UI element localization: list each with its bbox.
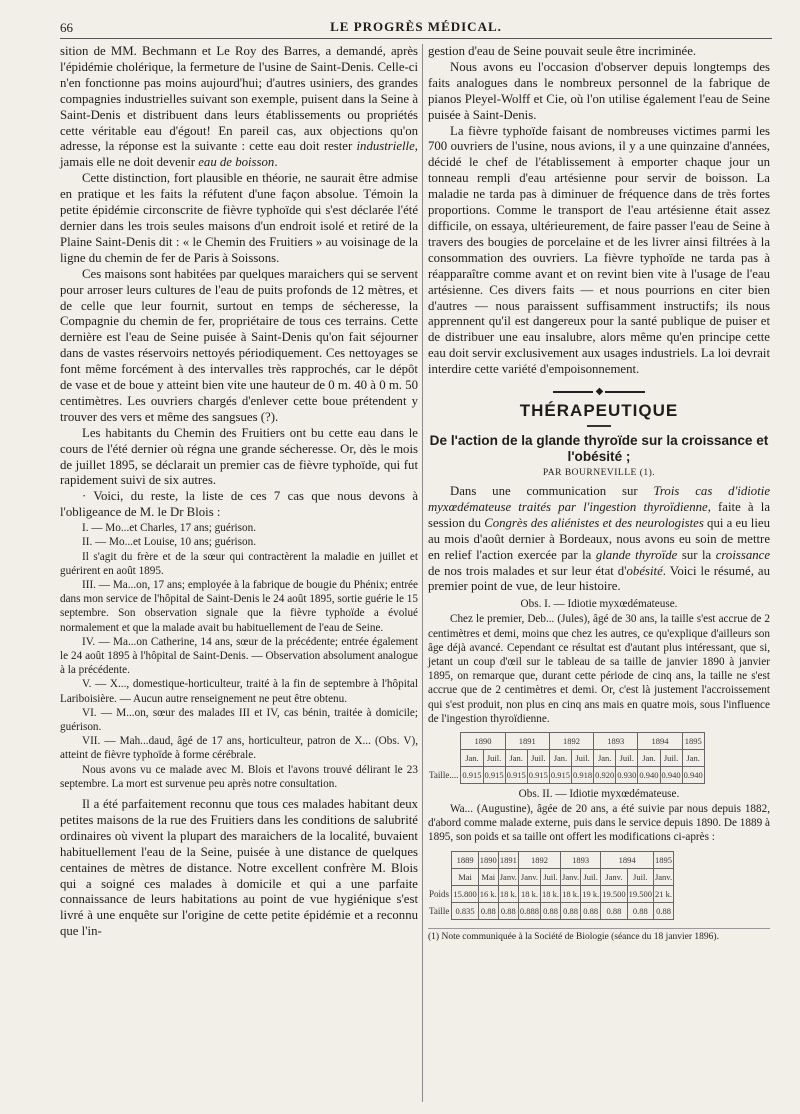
month-cell: Jan. [461,750,483,767]
value-cell: 0.835 [452,902,478,919]
month-cell: Juil. [616,750,638,767]
running-header [60,18,772,39]
year-cell: 1891 [505,733,549,750]
row-label: Poids [429,888,450,899]
paragraph: gestion d'eau de Seine pouvait seule être incriminée. [428,44,697,58]
year-cell: 1893 [594,733,638,750]
value-cell: 18 k. [561,885,581,902]
month-cell: Jan. [682,750,704,767]
value-cell: 0.940 [638,767,660,784]
case-item: VI. — M...on, sœur des malades III et IV, cas bénin, traitée à domicile; guérison. [60,706,418,734]
right-column [428,44,770,942]
page-number: 66 [60,20,73,35]
section-title: THÉRAPEUTIQUE [519,401,679,421]
year-cell: 1891 [498,851,518,868]
value-cell: 0.88 [561,902,581,919]
month-cell: Mai [478,868,498,885]
year-cell: 1890 [478,851,498,868]
value-cell: 0.915 [527,767,549,784]
month-cell: Juil. [483,750,505,767]
value-cell: 0.88 [498,902,518,919]
paragraph: Ces maisons sont habitées par quelques maraichers qui se servent pour arroser leurs cultures de l'eau de puits profonds de 12 mètres, et de celle que leur fournit, surtout en temps de sécheresse, la Compagnie du chemin de fer, propriétaire de tous ces terrains. Cette dernière est l'eau de Seine puisée à Saint-Denis qu'on fait séjourner dans de vastes réservoirs nettoyés périodiquement. Ces nettoyages se font même forcément à des intervalles très rapprochés, car le dépôt de vase et de boue y atteint bien vite une hauteur de 0 m. 40 à 0 m. 50 centimètres. Les ouvriers chargés d'enlever cette boue prétendent y trouver des vers et même des sangsues (?). [60,266,418,424]
year-cell: 1895 [653,851,673,868]
value-cell: 19 k. [581,885,601,902]
month-cell: Jan. [638,750,660,767]
year-cell: 1890 [461,733,505,750]
month-cell: Janv. [518,868,540,885]
value-cell: 0.940 [660,767,682,784]
month-cell: Juil. [660,750,682,767]
paragraph: Nous avons eu l'occasion d'observer depuis longtemps des faits analogues dans le nombreux personnel de la fabrique de pianos Pleyel-Wolff et Cie, où l'on utilise également l'eau de Seine puisée à Saint-Denis. [428,59,770,122]
value-cell: 16 k. [478,885,498,902]
value-cell: 19.500 [601,885,627,902]
paragraph: · Voici, du reste, la liste de ces 7 cas que nous devons à l'obligeance de M. le Dr Blois : [60,489,418,520]
value-cell: 0.88 [541,902,561,919]
year-cell: 1889 [452,851,478,868]
case-list [60,521,418,791]
article-title: De l'action de la glande thyroïde sur la croissance et l'obésité ; [429,433,769,465]
case-note: Il s'agit du frère et de la sœur qui contractèrent la maladie en juillet et guérirent en août 1895. [60,550,418,577]
case-item: III. — Ma...on, 17 ans; employée à la fabrique de bougie du Phénix; entrée dans mon service de l'hôpital de Saint-Denis le 24 août 1895, sortie guérie le 15 septembre. Son observation signale que la fièvre typhoïde a évolué normalement et que la malade avait bu habituellement de l'eau de Seine. [60,579,418,634]
weight-height-table [428,851,674,920]
value-cell: 0.88 [627,902,653,919]
title-rule [587,425,611,427]
left-column [60,44,418,940]
footnote: (1) Note communiquée à la Société de Biologie (séance du 18 janvier 1896). [428,928,770,942]
year-cell: 1893 [561,851,601,868]
case-note: Nous avons vu ce malade avec M. Blois et l'avons trouvé délirant le 23 septembre. La mort est survenue peu après notre consultation. [60,763,418,790]
observation-heading: Obs. II. — Idiotie myxœdémateuse. [518,788,680,800]
height-table-1 [428,732,705,784]
value-cell: 0.915 [505,767,527,784]
byline: PAR BOURNEVILLE (1). [542,468,656,479]
value-cell: 18 k. [498,885,518,902]
row-label: Taille.... [429,770,459,780]
journal-title: LE PROGRÈS MÉDICAL. [330,19,502,34]
value-cell: 0.915 [549,767,571,784]
section-ornament: ◆ [428,386,770,397]
value-cell: 0.920 [594,767,616,784]
year-cell: 1894 [638,733,682,750]
observation-text: Chez le premier, Deb... (Jules), âgé de 30 ans, la taille s'est accrue de 2 centimètres et demi, moins que chez les autres, ce qu'explique d'ailleurs son âge déjà avancé. Cependant ce résultat est d'autant plus intéressant, que si, jetant un coup d'œil sur le tableau de sa taille de janvier 1890 à janvier 1895, on remarque que, durant cette période de cinq ans, la taille ne s'est accrue que de 2 centimètres et demi. Or, c'est là justement l'accroissement qui s'est produit, non plus en cinq ans mais en quatre mois, sous l'influence de l'ingestion thyroïdienne. [428,613,770,725]
month-cell: Juil. [581,868,601,885]
column-divider [422,44,423,1102]
paragraph: Dans une communication sur Trois cas d'idiotie myxœdémateuse traités par l'ingestion thyroïdienne, faite à la session du Congrès des aliénistes et des neurologistes qui a eu lieu au mois d'août dernier à Bordeaux, nous avons eu soin de mettre en relief l'action exercée par la glande thyroïde sur la croissance de nos trois malades et sur leur état d'obésité. Voici le résumé, au premier point de vue, de leur histoire. [428,484,771,594]
case-item: I. — Mo...et Charles, 17 ans; guérison. [82,522,257,535]
value-cell: 0.915 [483,767,505,784]
month-cell: Janv. [498,868,518,885]
month-cell: Janv. [601,868,627,885]
month-cell: Jan. [505,750,527,767]
month-cell: Juil. [527,750,549,767]
value-cell: 0.915 [461,767,483,784]
month-cell: Janv. [653,868,673,885]
case-item: II. — Mo...et Louise, 10 ans; guérison. [82,536,257,549]
value-cell: 0.888 [518,902,540,919]
paragraph: Cette distinction, fort plausible en théorie, ne saurait être admise en pratique et les faits la réfutent d'une façon absolue. Témoin la petite épidémie circonscrite de fièvre typhoïde qui s'est déclarée l'été dernier dans les trois seules maisons d'un endroit isolé et retiré de la Plaine Saint-Denis dit : « le Chemin des Fruitiers » au voisinage de la ligne du chemin de fer de Paris à Soissons. [60,171,418,265]
value-cell: 18 k. [541,885,561,902]
observation-heading: Obs. I. — Idiotie myxœdémateuse. [520,598,678,611]
value-cell: 15.800 [452,885,478,902]
month-cell: Janv. [561,868,581,885]
row-label: Taille [429,905,450,916]
paragraph: Il a été parfaitement reconnu que tous ces malades habitant deux petites maisons de la rue des Fruitiers dans les conditions de salubrité ordinaires où vivent la plupart des maraichers de la localité, buvaient habituellement l'eau de la Seine, puisée à une distance de quelques centaines de mètres de distance. Notre excellent confrère M. Blois qui a soigné ces malades à domicile et qui a une parfaite connaissance de leurs habitations au point de vue hygiénique s'est livré à une enquête sur l'origine de cette petite épidémie et a reconnu que l'in- [60,797,418,939]
month-cell: Mai [452,868,478,885]
value-cell: 0.88 [653,902,673,919]
month-cell: Jan. [594,750,616,767]
paragraph: Les habitants du Chemin des Fruitiers ont bu cette eau dans le cours de l'été dernier où régna une grande sécheresse. Or, dès le mois de juillet 1895, se déclarait un premier cas de fièvre typhoïde, qui fut rapidement suivi de six autres. [60,425,418,488]
case-item: V. — X..., domestique-horticulteur, traité à la fin de septembre à l'hôpital Lariboisière. — Aucun autre renseignement ne peut être obtenu. [60,678,418,705]
month-cell: Juil. [627,868,653,885]
year-cell: 1895 [682,733,704,750]
value-cell: 0.88 [478,902,498,919]
value-cell: 0.88 [581,902,601,919]
month-cell: Jan. [549,750,571,767]
paragraph: sition de MM. Bechmann et Le Roy des Barres, a demandé, après l'épidémie cholérique, la fermeture de l'usine de Saint-Denis. Celle-ci n'en fonctionne pas moins aujourd'hui; d'autres usiniers, des grandes compagnies industrielles suivant son exemple, puisent dans la Seine à Saint-Denis et distribuent dans leurs établissements ou propriétés cette véritable eau d'égout! En pareil cas, aux objections qu'on adresse, la réponse est la suivante : cette eau doit rester industrielle, jamais elle ne doit devenir eau de boisson. [60,44,418,170]
case-item: IV. — Ma...on Catherine, 14 ans, sœur de la précédente; entrée également le 24 août 1895 à l'hôpital de Saint-Denis. — Observation absolument analogue à la précédente. [60,635,418,677]
year-cell: 1892 [518,851,560,868]
value-cell: 18 k. [518,885,540,902]
value-cell: 0.918 [572,767,594,784]
year-cell: 1892 [549,733,593,750]
value-cell: 0.88 [601,902,627,919]
paragraph: La fièvre typhoïde faisant de nombreuses victimes parmi les 700 ouvriers de l'usine, nous avions, il y a une quinzaine d'années, décidé le chef de l'établissement à emporter chaque jour un tonneau rempli d'eau artésienne pour servir de boisson. La maladie ne tarda pas à diminuer de fréquence dans de très fortes proportions. Comme le transport de l'eau artésienne était assez difficile, on essaya, ultérieurement, de faire passer l'eau de Seine à travers des bougies de porcelaine et de les livrer ainsi filtrées à la consommation des ouvriers. La fièvre typhoïde ne tarda pas à réapparaître comme avant et on revint bien vite à l'usage de l'eau artésienne. Ces divers faits — et nous pourrions en citer bien d'autres — nous paraissent suffisamment instructifs; ils nous apprennent qu'il est dangereux pour la santé publique de puiser et de distribuer une eau insalubre, alors même qu'en principe cette eau doit servir exclusivement aux usages industriels. La loi devrait interdire cette variété d'empoisonnement. [428,123,770,377]
observation-text: Wa... (Augustine), âgée de 20 ans, a été suivie par nous depuis 1882, d'abord comme malade externe, puis dans le service depuis 1890. De 1889 à 1895, son poids et sa taille ont offert les modifications ci-après : [428,803,770,844]
value-cell: 19.500 [627,885,653,902]
value-cell: 0.940 [682,767,704,784]
month-cell: Juil. [541,868,561,885]
year-cell: 1894 [601,851,654,868]
value-cell: 21 k. [653,885,673,902]
month-cell: Juil. [572,750,594,767]
case-item: VII. — Mah...daud, âgé de 17 ans, horticulteur, patron de X... (Obs. V), atteint de fièvre typhoïde à forme cérébrale. [60,735,418,762]
value-cell: 0.930 [616,767,638,784]
